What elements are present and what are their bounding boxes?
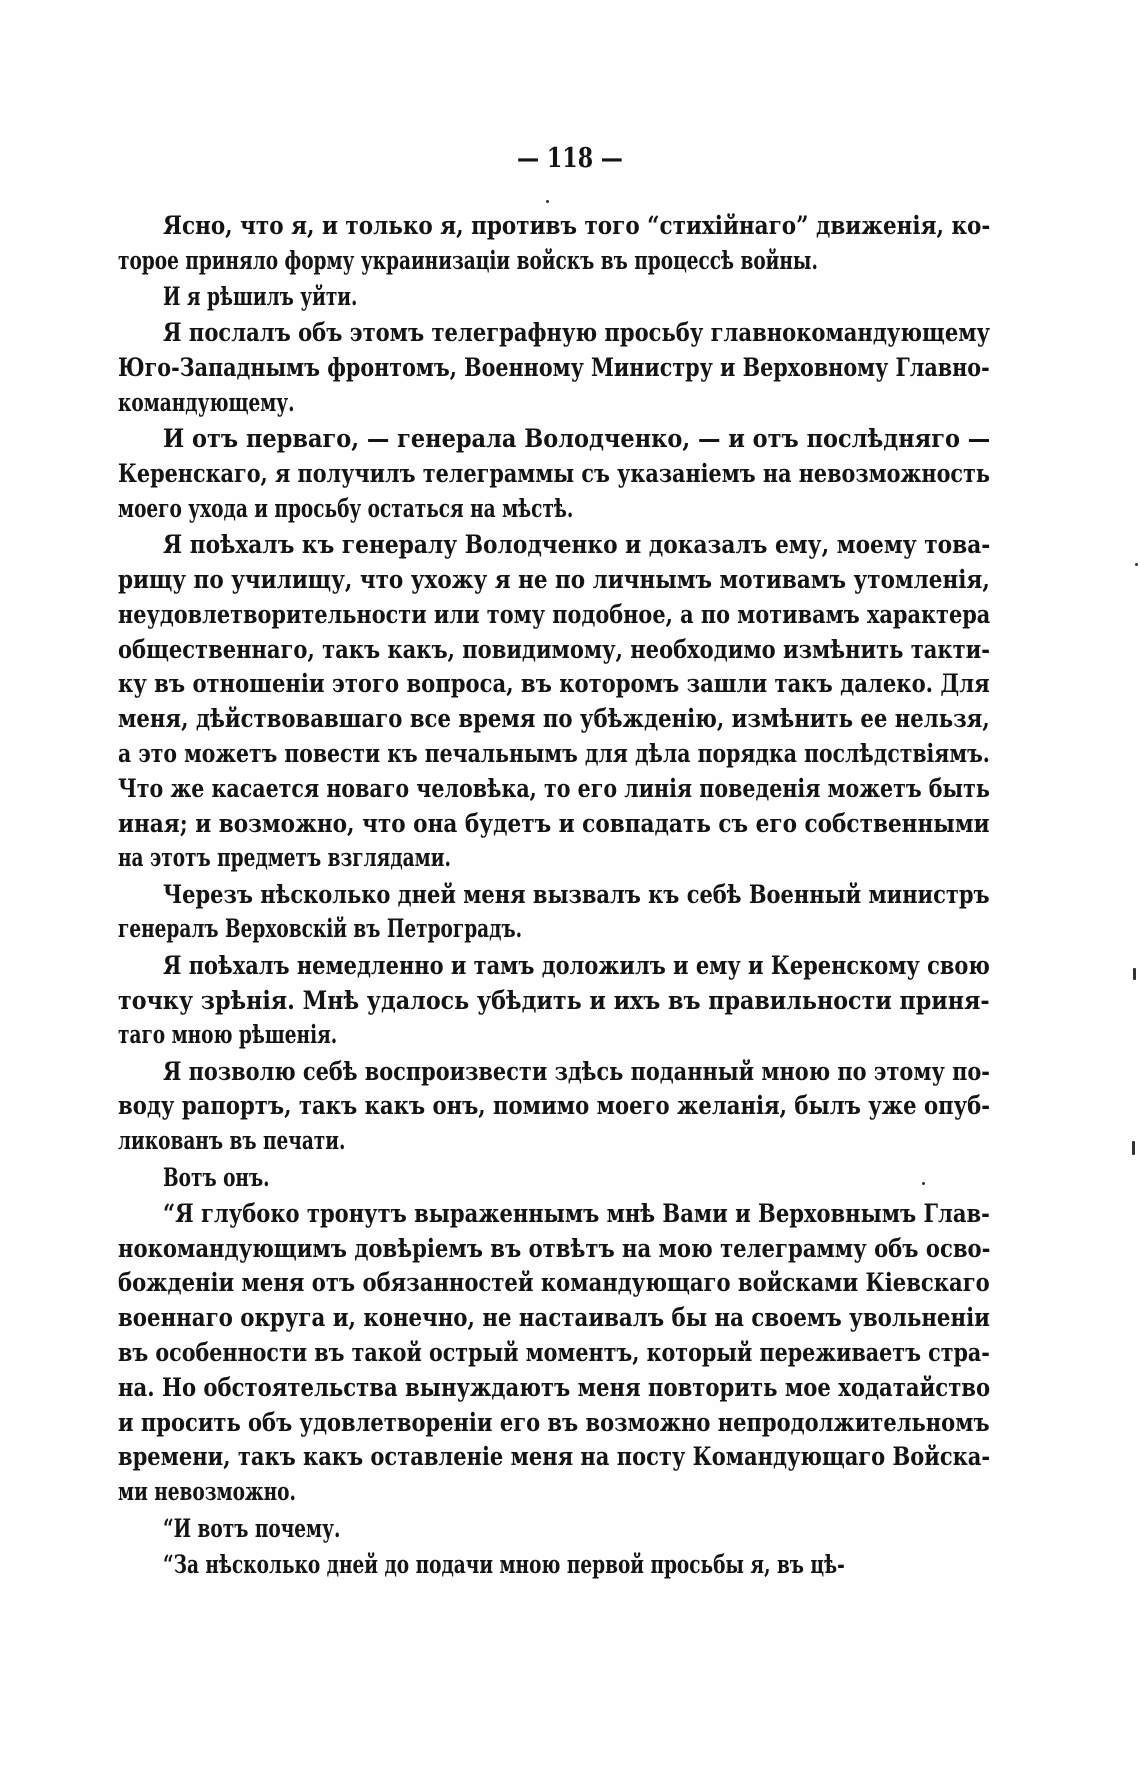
text-line: таго мною рѣшенія. xyxy=(118,1020,338,1050)
text-line: И отъ перваго, — генерала Володченко, — и отъ послѣдняго — xyxy=(163,424,991,454)
text-line: Я поѣхалъ немедленно и тамъ доложилъ и ему и Керенскому свою xyxy=(163,950,990,980)
page-number: — 118 — xyxy=(517,143,623,174)
text-line: ми невозможно. xyxy=(118,1477,296,1507)
text-line: “Я глубоко тронутъ выраженнымъ мнѣ Вами и Верховнымъ Глав- xyxy=(163,1198,990,1228)
text-line: въ особенности въ такой острый моментъ, который переживаетъ стра- xyxy=(118,1338,990,1368)
text-line: Я поѣхалъ къ генералу Володченко и доказалъ ему, моему това- xyxy=(163,530,991,560)
text-line: командующему. xyxy=(118,387,295,417)
text-line: Я позволю себѣ воспроизвести здѣсь поданный мною по этому по- xyxy=(163,1056,990,1086)
text-line: божденіи меня отъ обязанностей командующаго войсками Кіевскаго xyxy=(118,1268,990,1298)
text-line: на. Но обстоятельства вынуждаютъ меня повторить мое ходатайство xyxy=(118,1372,991,1402)
text-line: “И вотъ почему. xyxy=(163,1513,341,1543)
text-line: Ясно, что я, и только я, противъ того “стихійнаго” движенія, ко- xyxy=(163,211,991,240)
text-line: торое приняло форму украинизаціи войскъ въ процессѣ войны. xyxy=(118,245,818,275)
text-line: рищу по училищу, что ухожу я не по личнымъ мотивамъ утомленія, xyxy=(118,564,990,594)
text-line: моего ухода и просьбу остаться на мѣстѣ. xyxy=(118,493,574,523)
ink-speck xyxy=(1133,968,1136,980)
text-line: воду рапортъ, такъ какъ онъ, помимо моего желанія, былъ уже опуб- xyxy=(118,1091,991,1121)
text-line: Черезъ нѣсколько дней меня вызвалъ къ себѣ Военный министръ xyxy=(163,879,990,909)
text-line: Что же касается новаго человѣка, то его линія поведенія можетъ быть xyxy=(118,773,990,803)
text-line: времени, такъ какъ оставленіе меня на посту Командующаго Войска- xyxy=(118,1442,991,1472)
text-line: меня, дѣйствовавшаго все время по убѣжденію, измѣнить ее нельзя, xyxy=(118,704,990,734)
ink-speck xyxy=(1135,563,1138,566)
text-line: Керенскаго, я получилъ телеграммы съ указаніемъ на невозможность xyxy=(118,459,990,489)
text-line: “За нѣсколько дней до подачи мною первой просьбы я, въ цѣ- xyxy=(163,1549,845,1579)
text-line: военнаго округа и, конечно, не настаивалъ бы на своемъ увольненіи xyxy=(118,1303,990,1333)
text-line: нокомандующимъ довѣріемъ въ отвѣтъ на мою телеграмму объ осво- xyxy=(118,1233,991,1263)
text-line: общественнаго, такъ какъ, повидимому, необходимо измѣнить такти- xyxy=(118,634,991,664)
text-line: генералъ Верховскій въ Петроградъ. xyxy=(118,914,523,944)
text-line: неудовлетворительности или тому подобное, а по мотивамъ характера xyxy=(118,599,991,629)
text-line: и просить объ удовлетвореніи его въ возможно непродолжительномъ xyxy=(118,1407,990,1437)
text-line: а это можетъ повести къ печальнымъ для дѣла порядка послѣдствіямъ. xyxy=(118,738,990,768)
text-line: ку въ отношеніи этого вопроса, въ которомъ зашли такъ далеко. Для xyxy=(118,669,990,699)
text-line: И я рѣшилъ уйти. xyxy=(163,282,358,312)
text-line: иная; и возможно, что она будетъ и совпадать съ его собственными xyxy=(118,808,990,838)
text-line: Вотъ онъ. xyxy=(163,1162,270,1192)
text-line: на этотъ предметъ взглядами. xyxy=(118,843,451,873)
text-line: ликованъ въ печати. xyxy=(118,1126,346,1156)
ink-speck xyxy=(1132,1141,1135,1155)
ink-speck xyxy=(546,200,549,203)
text-line: Я послалъ объ этомъ телеграфную просьбу главнокомандующему xyxy=(163,318,991,348)
text-line: точку зрѣнія. Мнѣ удалось убѣдить и ихъ въ правильности приня- xyxy=(118,985,990,1015)
text-line: Юго-Западнымъ фронтомъ, Военному Министру и Верховному Главно- xyxy=(118,353,990,383)
ink-speck xyxy=(922,1182,925,1185)
